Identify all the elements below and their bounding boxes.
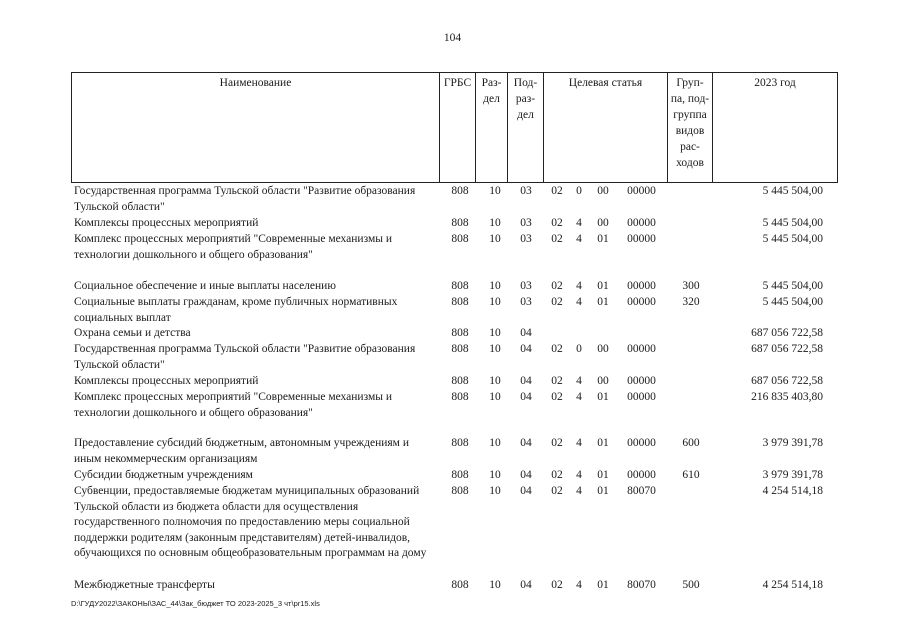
row-target-3: 01 — [597, 437, 609, 449]
row-razdel: 10 — [489, 469, 501, 481]
row-podrazdel: 03 — [520, 296, 532, 308]
row-target-2: 4 — [576, 233, 582, 245]
row-razdel: 10 — [489, 217, 501, 229]
row-target-4: 00000 — [627, 391, 656, 403]
row-podrazdel: 04 — [520, 485, 532, 497]
row-target-3: 01 — [597, 391, 609, 403]
row-target-2: 4 — [576, 485, 582, 497]
table-header — [71, 72, 838, 183]
row-name: Субсидии бюджетным учреждениям — [74, 469, 253, 481]
header-target: Целевая статья — [544, 73, 668, 182]
row-podrazdel: 04 — [520, 469, 532, 481]
row-target-2: 4 — [576, 391, 582, 403]
row-amount: 687 056 722,58 — [751, 375, 823, 387]
row-name: Комплексы процессных мероприятий — [74, 375, 259, 387]
row-grbs: 808 — [451, 469, 469, 481]
row-podrazdel: 04 — [520, 375, 532, 387]
row-razdel: 10 — [489, 233, 501, 245]
row-target-1: 02 — [551, 469, 563, 481]
page-number: 104 — [443, 32, 462, 44]
row-grbs: 808 — [451, 280, 469, 292]
row-amount: 5 445 504,00 — [762, 280, 823, 292]
row-target-4: 80070 — [627, 485, 656, 497]
row-target-2: 4 — [576, 437, 582, 449]
row-amount: 4 254 514,18 — [762, 579, 823, 591]
row-razdel: 10 — [489, 437, 501, 449]
file-path: D:\ГУДУ2022\ЗАКОНЫ\ЗАС_44\Зак_бюджет ТО 2023-2025_3 чт\pr15.xls — [71, 599, 320, 608]
row-name: Социальное обеспечение и иные выплаты населению — [74, 280, 336, 292]
row-grbs: 808 — [451, 579, 469, 591]
row-podrazdel: 04 — [520, 579, 532, 591]
row-amount: 5 445 504,00 — [762, 233, 823, 245]
header-vid: Груп- па, под- группа видов рас- ходов — [668, 73, 713, 182]
row-razdel: 10 — [489, 296, 501, 308]
row-grbs: 808 — [451, 296, 469, 308]
row-target-3: 01 — [597, 233, 609, 245]
row-grbs: 808 — [451, 233, 469, 245]
row-podrazdel: 04 — [520, 437, 532, 449]
row-name: Комплекс процессных мероприятий "Современные механизмы и технологии дошкольного и общего образования" — [74, 233, 392, 261]
row-grbs: 808 — [451, 343, 469, 355]
row-name: Государственная программа Тульской области "Развитие образования Тульской области" — [74, 185, 416, 213]
row-target-4: 00000 — [627, 343, 656, 355]
header-grbs: ГРБС — [440, 73, 476, 182]
row-expense-type: 320 — [682, 296, 700, 308]
row-target-1: 02 — [551, 343, 563, 355]
row-razdel: 10 — [489, 327, 501, 339]
row-amount: 5 445 504,00 — [762, 185, 823, 197]
row-target-4: 00000 — [627, 437, 656, 449]
row-target-2: 0 — [576, 185, 582, 197]
row-razdel: 10 — [489, 343, 501, 355]
row-podrazdel: 04 — [520, 391, 532, 403]
row-razdel: 10 — [489, 185, 501, 197]
row-target-2: 4 — [576, 280, 582, 292]
row-name: Государственная программа Тульской области "Развитие образования Тульской области" — [74, 343, 416, 371]
row-grbs: 808 — [451, 391, 469, 403]
row-target-4: 00000 — [627, 469, 656, 481]
row-grbs: 808 — [451, 375, 469, 387]
row-target-3: 01 — [597, 469, 609, 481]
row-target-1: 02 — [551, 233, 563, 245]
row-grbs: 808 — [451, 185, 469, 197]
row-target-1: 02 — [551, 391, 563, 403]
row-grbs: 808 — [451, 217, 469, 229]
row-name: Комплекс процессных мероприятий "Современные механизмы и технологии дошкольного и общего образования" — [74, 391, 392, 419]
row-name: Предоставление субсидий бюджетным, автономным учреждениям и иным некоммерческим организациям — [74, 437, 409, 465]
row-target-3: 01 — [597, 296, 609, 308]
row-target-1: 02 — [551, 437, 563, 449]
row-amount: 687 056 722,58 — [751, 327, 823, 339]
header-razdel: Раз- дел — [476, 73, 508, 182]
row-target-3: 00 — [597, 375, 609, 387]
row-target-3: 01 — [597, 579, 609, 591]
row-target-4: 80070 — [627, 579, 656, 591]
row-amount: 687 056 722,58 — [751, 343, 823, 355]
row-razdel: 10 — [489, 391, 501, 403]
row-target-1: 02 — [551, 280, 563, 292]
row-podrazdel: 04 — [520, 327, 532, 339]
row-target-4: 00000 — [627, 217, 656, 229]
row-target-1: 02 — [551, 579, 563, 591]
row-name: Субвенции, предоставляемые бюджетам муниципальных образований Тульской области из бюджета области для осуществления государственного полномочия по предоставлению меры социальной поддержки родителям (законным представителям) детей-инвалидов, обучающихся по основным общеобразовательным программам на дому — [74, 485, 427, 559]
row-name: Социальные выплаты гражданам, кроме публичных нормативных социальных выплат — [74, 296, 398, 324]
row-grbs: 808 — [451, 437, 469, 449]
row-target-4: 00000 — [627, 296, 656, 308]
row-target-4: 00000 — [627, 375, 656, 387]
header-year: 2023 год — [754, 77, 796, 89]
row-target-1: 02 — [551, 375, 563, 387]
row-target-1: 02 — [551, 185, 563, 197]
row-grbs: 808 — [451, 327, 469, 339]
row-target-2: 0 — [576, 343, 582, 355]
row-podrazdel: 03 — [520, 217, 532, 229]
row-razdel: 10 — [489, 375, 501, 387]
row-podrazdel: 03 — [520, 280, 532, 292]
row-amount: 5 445 504,00 — [762, 217, 823, 229]
row-target-1: 02 — [551, 485, 563, 497]
row-target-3: 00 — [597, 343, 609, 355]
row-target-3: 00 — [597, 217, 609, 229]
row-target-3: 01 — [597, 280, 609, 292]
row-target-4: 00000 — [627, 233, 656, 245]
row-target-1: 02 — [551, 296, 563, 308]
row-grbs: 808 — [451, 485, 469, 497]
row-amount: 5 445 504,00 — [762, 296, 823, 308]
row-target-2: 4 — [576, 579, 582, 591]
row-amount: 4 254 514,18 — [762, 485, 823, 497]
row-expense-type: 610 — [682, 469, 700, 481]
row-target-3: 01 — [597, 485, 609, 497]
row-expense-type: 600 — [682, 437, 700, 449]
row-expense-type: 300 — [682, 280, 700, 292]
row-name: Комплексы процессных мероприятий — [74, 217, 259, 229]
row-target-2: 4 — [576, 296, 582, 308]
row-target-3: 00 — [597, 185, 609, 197]
row-amount: 3 979 391,78 — [762, 469, 823, 481]
row-amount: 3 979 391,78 — [762, 437, 823, 449]
row-podrazdel: 03 — [520, 185, 532, 197]
row-target-1: 02 — [551, 217, 563, 229]
row-razdel: 10 — [489, 280, 501, 292]
row-name: Межбюджетные трансферты — [74, 579, 215, 591]
row-target-2: 4 — [576, 469, 582, 481]
row-razdel: 10 — [489, 579, 501, 591]
row-podrazdel: 04 — [520, 343, 532, 355]
row-target-2: 4 — [576, 217, 582, 229]
row-target-2: 4 — [576, 375, 582, 387]
row-target-4: 00000 — [627, 185, 656, 197]
row-target-4: 00000 — [627, 280, 656, 292]
header-podrazdel: Под- раз- дел — [508, 73, 544, 182]
row-expense-type: 500 — [682, 579, 700, 591]
header-name: Наименование — [72, 73, 440, 182]
row-amount: 216 835 403,80 — [751, 391, 823, 403]
row-name: Охрана семьи и детства — [74, 327, 191, 339]
row-podrazdel: 03 — [520, 233, 532, 245]
row-razdel: 10 — [489, 485, 501, 497]
